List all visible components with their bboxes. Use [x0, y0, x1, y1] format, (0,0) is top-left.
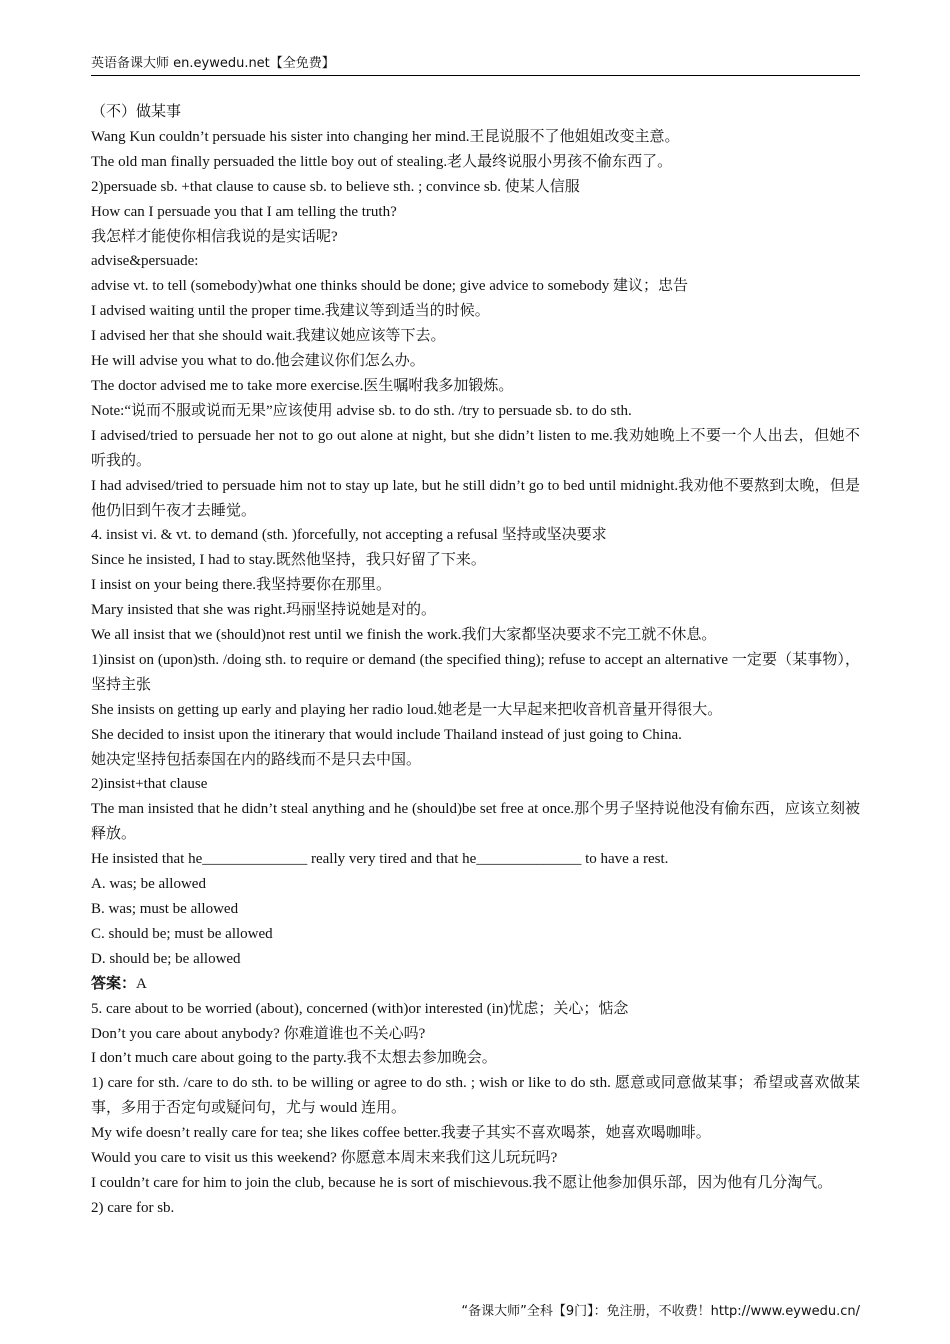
- text-line: She insists on getting up early and playing her radio loud.她老是一大早起来把收音机音量开得很大。: [91, 701, 723, 718]
- text-line: He will advise you what to do.他会建议你们怎么办。: [91, 353, 425, 370]
- text-line: 2) care for sb.: [91, 1199, 175, 1216]
- text-line: advise&persuade:: [91, 253, 199, 270]
- quiz-question: He insisted that he______________ really very tired and that he______________ to have a rest.: [91, 851, 669, 868]
- text-paragraph: I had advised/tried to persuade him not to stay up late, but he still didn’t go to bed until midnight.我劝他不要熬到太晚，但是他仍旧到午夜才去睡觉。: [91, 477, 860, 519]
- text-line: The doctor advised me to take more exercise.医生嘱咐我多加锻炼。: [91, 377, 514, 394]
- quiz-option-d: D. should be; be allowed: [91, 950, 241, 967]
- text-line: How can I persuade you that I am telling the truth?: [91, 203, 397, 220]
- text-line: advise vt. to tell (somebody)what one thinks should be done; give advice to somebody 建议；忠告: [91, 278, 688, 295]
- text-paragraph: I couldn’t care for him to join the club, because he is sort of mischievous.我不愿让他参加俱乐部，因为他有几分淘气。: [91, 1174, 833, 1191]
- text-line: 我怎样才能使你相信我说的是实话呢?: [91, 228, 338, 245]
- text-paragraph: The man insisted that he didn’t steal anything and he (should)be set free at once.那个男子坚持说他没有偷东西，应该立刻被释放。: [91, 801, 860, 843]
- text-paragraph: 1) care for sth. /care to do sth. to be willing or agree to do sth. ; wish or like to do sth. 愿意或同意做某事；希望或喜欢做某事，多用于否定句或疑问句，尤与 would 连用。: [91, 1075, 860, 1117]
- text-line: The old man finally persuaded the little boy out of stealing.老人最终说服小男孩不偷东西了。: [91, 153, 673, 170]
- text-paragraph: 1)insist on (upon)sth. /doing sth. to require or demand (the specified thing); refuse to accept an alternative 一定要（某事物），坚持主张: [91, 651, 860, 693]
- quiz-option-a: A. was; be allowed: [91, 876, 206, 893]
- quiz-option-c: C. should be; must be allowed: [91, 925, 273, 942]
- text-line: 2)insist+that clause: [91, 776, 208, 793]
- text-paragraph: I advised/tried to persuade her not to go out alone at night, but she didn’t listen to me.我劝她晚上不要一个人出去，但她不听我的。: [91, 427, 860, 469]
- answer-value: A: [136, 975, 147, 992]
- text-line: Wang Kun couldn’t persuade his sister into changing her mind.王昆说服不了他姐姐改变主意。: [91, 128, 680, 145]
- quiz-option-b: B. was; must be allowed: [91, 901, 239, 917]
- text-line: I insist on your being there.我坚持要你在那里。: [91, 577, 391, 594]
- text-line: Since he insisted, I had to stay.既然他坚持，我只好留了下来。: [91, 552, 486, 569]
- text-line: Mary insisted that she was right.玛丽坚持说她是对的。: [91, 602, 436, 619]
- text-line: （不）做某事: [91, 104, 182, 120]
- text-line: 2)persuade sb. +that clause to cause sb. to believe sth. ; convince sb. 使某人信服: [91, 178, 580, 195]
- text-line: 4. insist vi. & vt. to demand (sth. )forcefully, not accepting a refusal 坚持或坚决要求: [91, 527, 607, 544]
- text-line: She decided to insist upon the itinerary that would include Thailand instead of just going to China.: [91, 726, 682, 743]
- text-line: Would you care to visit us this weekend? 你愿意本周末来我们这儿玩玩吗?: [91, 1150, 558, 1167]
- text-line: Note:“说而不服或说而无果”应该使用 advise sb. to do sth. /try to persuade sb. to do sth.: [91, 402, 632, 419]
- page-footer: “备课大师”全科【9门】：免注册，不收费！http://www.eywedu.cn/: [461, 1304, 860, 1319]
- answer-label: 答案：: [91, 975, 137, 992]
- text-line: Don’t you care about anybody? 你难道谁也不关心吗?: [91, 1025, 426, 1042]
- text-line: I advised waiting until the proper time.我建议等到适当的时候。: [91, 303, 490, 320]
- text-line: I advised her that she should wait.我建议她应该等下去。: [91, 328, 446, 345]
- page-header: 英语备课大师 en.eywedu.net【全免费】: [91, 54, 860, 76]
- text-line: 她决定坚持包括泰国在内的路线而不是只去中国。: [91, 751, 422, 768]
- document-body: [91, 100, 860, 1221]
- answer-line: [91, 972, 860, 997]
- text-line: 5. care about to be worried (about), concerned (with)or interested (in)忧虑；关心；惦念: [91, 1000, 629, 1017]
- text-line: My wife doesn’t really care for tea; she likes coffee better.我妻子其实不喜欢喝茶，她喜欢喝咖啡。: [91, 1125, 711, 1142]
- text-line: I don’t much care about going to the party.我不太想去参加晚会。: [91, 1050, 497, 1067]
- text-line: We all insist that we (should)not rest until we finish the work.我们大家都坚决要求不完工就不休息。: [91, 627, 717, 644]
